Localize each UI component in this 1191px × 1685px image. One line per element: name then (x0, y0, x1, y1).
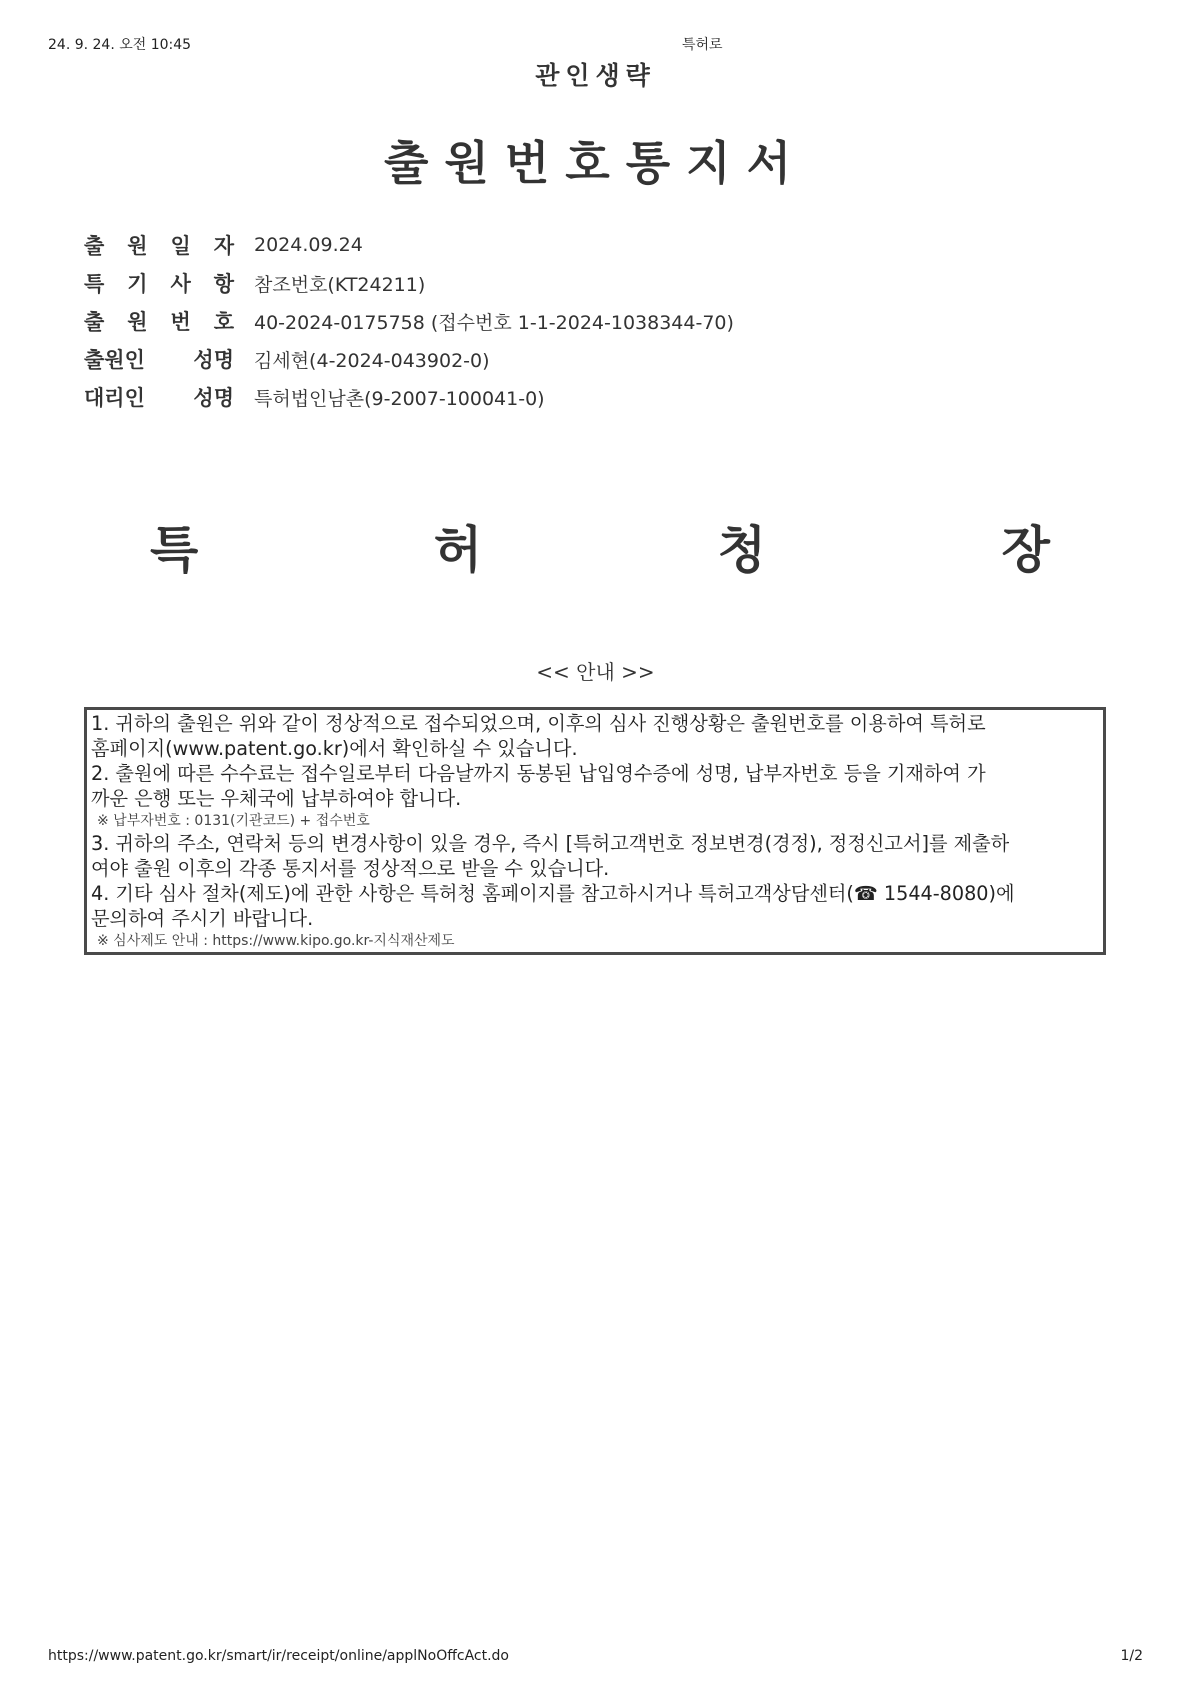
info-label-applicant: 출원인 성명 (84, 348, 234, 372)
footer-url: https://www.patent.go.kr/smart/ir/receipt/online/applNoOffcAct.do (48, 1648, 509, 1664)
notice-line: 4. 기타 심사 절차(제도)에 관한 사항은 특허청 홈페이지를 참고하시거나 특허고객상담센터(☎ 1544-8080)에 (91, 882, 1015, 905)
commissioner-signature (150, 510, 1050, 582)
footer-page-number: 1/2 (1120, 1648, 1143, 1664)
info-row-filing-date (84, 226, 734, 264)
notice-system-note: ※ 심사제도 안내 : https://www.kipo.go.kr-지식재산제도 (97, 933, 455, 949)
info-value-application-number: 40-2024-0175758 (접수번호 1-1-2024-1038344-70) (254, 311, 734, 334)
notice-line: 3. 귀하의 주소, 연락처 등의 변경사항이 있을 경우, 즉시 [특허고객번호 정보변경(경정), 정정신고서]를 제출하 (91, 832, 1010, 855)
notice-payment-note: ※ 납부자번호 : 0131(기관코드) + 접수번호 (97, 813, 370, 829)
notice-line: 1. 귀하의 출원은 위와 같이 정상적으로 접수되었으며, 이후의 심사 진행상황은 출원번호를 이용하여 특허로 (91, 712, 986, 735)
notice-line: 2. 출원에 따른 수수료는 접수일로부터 다음날까지 동봉된 납입영수증에 성명, 납부자번호 등을 기재하여 가 (91, 762, 986, 785)
commissioner-char: 허 (433, 521, 483, 579)
notice-box (84, 707, 1106, 955)
notice-heading: << 안내 >> (536, 660, 655, 684)
info-value-agent: 특허법인남촌(9-2007-100041-0) (254, 387, 545, 410)
notice-line: 까운 은행 또는 우체국에 납부하여야 합니다. (91, 787, 462, 810)
info-value-filing-date: 2024.09.24 (254, 234, 363, 256)
info-value-remarks: 참조번호(KT24211) (254, 273, 426, 296)
print-datetime: 24. 9. 24. 오전 10:45 (48, 37, 192, 53)
info-label-application-number: 출 원 번 호 (84, 310, 234, 334)
info-label-agent: 대리인 성명 (84, 386, 234, 410)
info-row-application-number (84, 302, 734, 340)
info-label-filing-date: 출 원 일 자 (84, 234, 234, 258)
seal-omitted-text: 관인생략 (535, 61, 656, 90)
application-info-table (84, 226, 734, 416)
notice-line: 문의하여 주시기 바랍니다. (91, 907, 314, 930)
document-title: 출원번호통지서 (383, 136, 808, 190)
notice-line: 홈페이지(www.patent.go.kr)에서 확인하실 수 있습니다. (91, 737, 578, 760)
info-value-applicant: 김세현(4-2024-043902-0) (254, 349, 490, 372)
notice-line: 여야 출원 이후의 각종 통지서를 정상적으로 받을 수 있습니다. (91, 857, 610, 880)
print-site-name: 특허로 (682, 37, 723, 53)
info-label-remarks: 특 기 사 항 (84, 272, 234, 296)
commissioner-char: 특 (150, 521, 199, 579)
commissioner-char: 청 (717, 521, 767, 579)
info-row-remarks (84, 264, 734, 302)
info-row-agent (84, 378, 734, 416)
commissioner-char: 장 (1001, 521, 1050, 579)
info-row-applicant (84, 340, 734, 378)
